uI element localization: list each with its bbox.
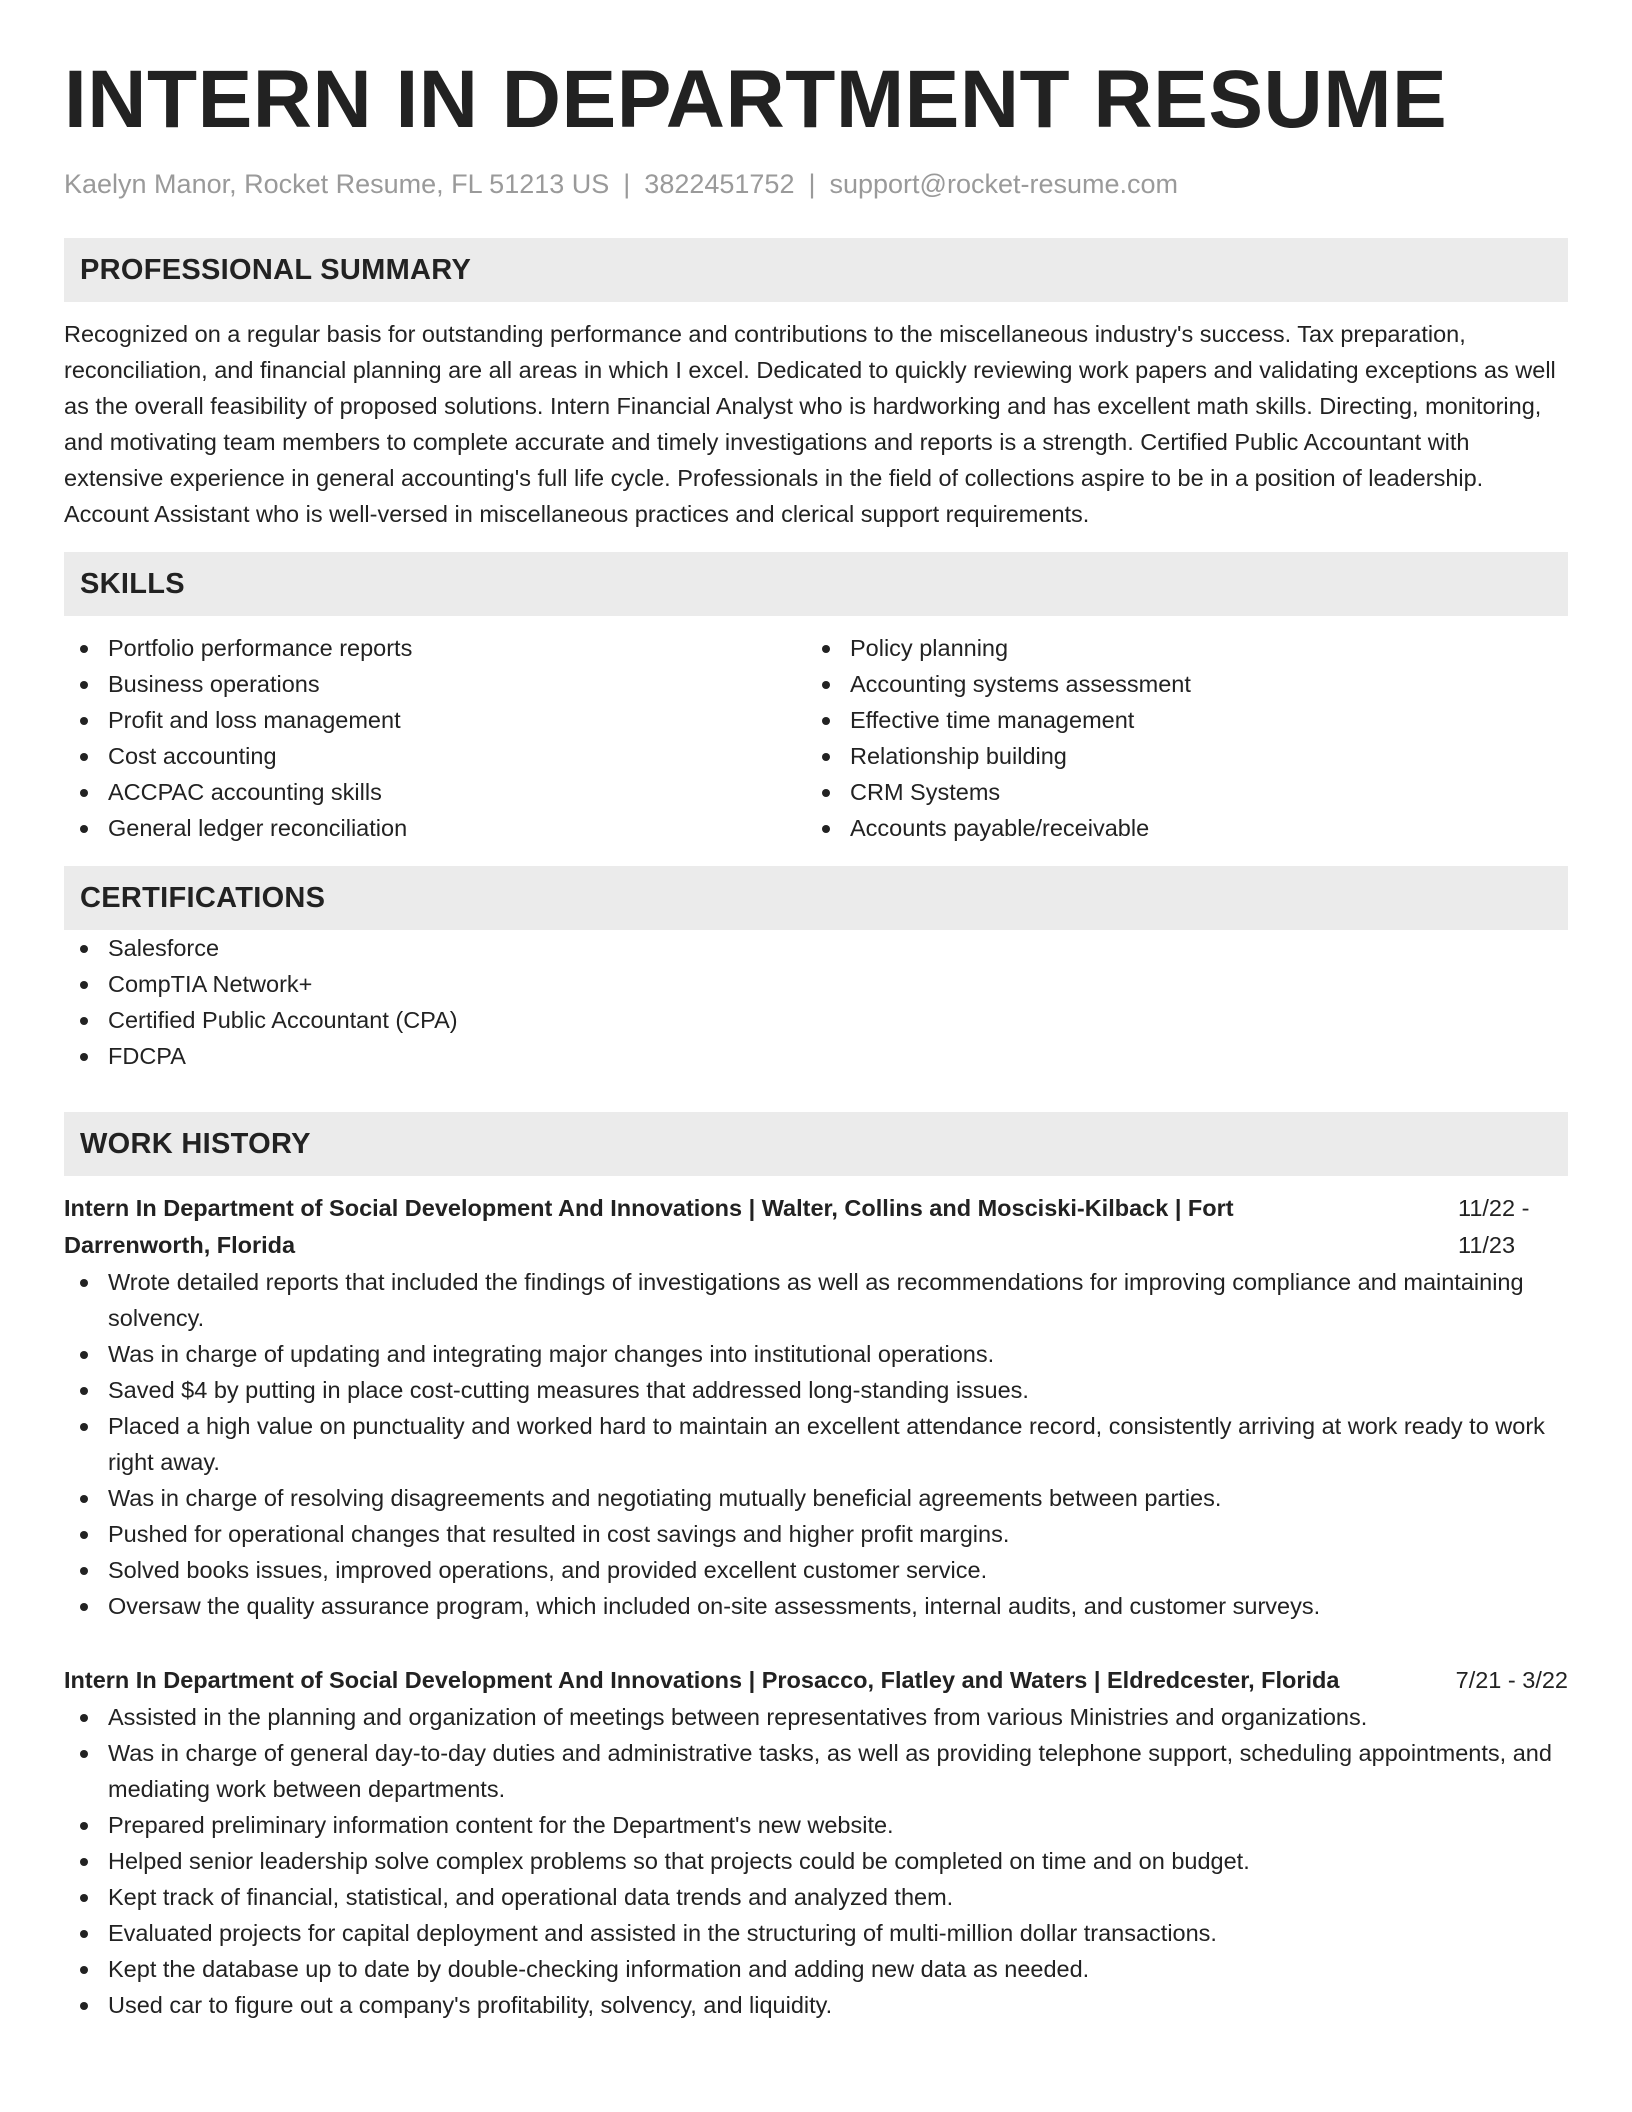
job-title: Intern In Department of Social Development And Innovations | Prosacco, Flatley and Waters | Eldredcester, Florida <box>64 1667 1340 1693</box>
section-header-skills: SKILLS <box>64 552 1568 616</box>
job-entry <box>64 1662 1568 2023</box>
job-duty-item: Solved books issues, improved operations, and provided excellent customer service. <box>64 1552 1568 1588</box>
skill-item: CRM Systems <box>806 774 1548 810</box>
certification-item: Salesforce <box>64 930 1568 966</box>
job-entry <box>64 1190 1568 1624</box>
job-heading <box>64 1662 1568 1699</box>
job-heading <box>64 1190 1568 1264</box>
skill-item: Accounts payable/receivable <box>806 810 1548 846</box>
skill-item: Relationship building <box>806 738 1548 774</box>
skill-item: Business operations <box>64 666 806 702</box>
skills-column-left <box>64 630 806 846</box>
job-duty-item: Was in charge of resolving disagreements and negotiating mutually beneficial agreements between parties. <box>64 1480 1568 1516</box>
skill-item: Cost accounting <box>64 738 806 774</box>
job-title: Intern In Department of Social Development And Innovations | Walter, Collins and Mosciski-Kilback | Fort Darrenworth, Florida <box>64 1195 1234 1258</box>
summary-text: Recognized on a regular basis for outstanding performance and contributions to the miscellaneous industry's success. Tax preparation, reconciliation, and financial planning are all areas in which I excel. Dedicated to quickly reviewing work papers and validating exceptions as well as the overall feasibility of proposed solutions. Intern Financial Analyst who is hardworking and has excellent math skills. Directing, monitoring, and motivating team members to complete accurate and timely investigations and reports is a strength. Certified Public Accountant with extensive experience in general accounting's full life cycle. Professionals in the field of collections aspire to be in a position of leadership. Account Assistant who is well-versed in miscellaneous practices and clerical support requirements. <box>64 321 1556 527</box>
contact-email: support@rocket-resume.com <box>829 169 1179 199</box>
skill-item: Accounting systems assessment <box>806 666 1548 702</box>
skill-item: Effective time management <box>806 702 1548 738</box>
skills-column-right <box>806 630 1548 846</box>
job-duties-list <box>64 1699 1568 2023</box>
job-duty-item: Pushed for operational changes that resulted in cost savings and higher profit margins. <box>64 1516 1568 1552</box>
job-duty-item: Wrote detailed reports that included the findings of investigations as well as recommendations for improving compliance and maintaining solvency. <box>64 1264 1568 1336</box>
contact-separator: | <box>623 169 631 199</box>
job-duty-item: Oversaw the quality assurance program, which included on-site assessments, internal audits, and customer surveys. <box>64 1588 1568 1624</box>
contact-separator: | <box>808 169 816 199</box>
section-header-work-history: WORK HISTORY <box>64 1112 1568 1176</box>
job-duty-item: Helped senior leadership solve complex problems so that projects could be completed on time and on budget. <box>64 1843 1568 1879</box>
skill-item: Portfolio performance reports <box>64 630 806 666</box>
skill-item: General ledger reconciliation <box>64 810 806 846</box>
job-duty-item: Evaluated projects for capital deployment and assisted in the structuring of multi-million dollar transactions. <box>64 1915 1568 1951</box>
skills-list <box>64 630 1568 846</box>
section-header-professional-summary: PROFESSIONAL SUMMARY <box>64 238 1568 302</box>
contact-line <box>64 166 1568 202</box>
job-duty-item: Prepared preliminary information content for the Department's new website. <box>64 1807 1568 1843</box>
contact-phone: 3822451752 <box>644 169 795 199</box>
contact-address: Kaelyn Manor, Rocket Resume, FL 51213 US <box>64 169 610 199</box>
job-dates: 11/22 - 11/23 <box>1458 1195 1530 1258</box>
certification-item: Certified Public Accountant (CPA) <box>64 1002 1568 1038</box>
certification-item: FDCPA <box>64 1038 1568 1074</box>
job-duty-item: Kept the database up to date by double-checking information and adding new data as needed. <box>64 1951 1568 1987</box>
certifications-list <box>64 930 1568 1074</box>
job-duty-item: Was in charge of general day-to-day duties and administrative tasks, as well as providing telephone support, scheduling appointments, and mediating work between departments. <box>64 1735 1568 1807</box>
job-duty-item: Kept track of financial, statistical, and operational data trends and analyzed them. <box>64 1879 1568 1915</box>
certification-item: CompTIA Network+ <box>64 966 1568 1002</box>
job-duty-item: Saved $4 by putting in place cost-cutting measures that addressed long-standing issues. <box>64 1372 1568 1408</box>
job-dates: 7/21 - 3/22 <box>1455 1667 1568 1693</box>
job-duty-item: Was in charge of updating and integrating major changes into institutional operations. <box>64 1336 1568 1372</box>
resume-page <box>64 52 1568 2023</box>
skill-item: ACCPAC accounting skills <box>64 774 806 810</box>
job-duty-item: Used car to figure out a company's profitability, solvency, and liquidity. <box>64 1987 1568 2023</box>
skill-item: Policy planning <box>806 630 1548 666</box>
job-duty-item: Assisted in the planning and organization of meetings between representatives from various Ministries and organizations. <box>64 1699 1568 1735</box>
section-header-certifications: CERTIFICATIONS <box>64 866 1568 930</box>
skill-item: Profit and loss management <box>64 702 806 738</box>
job-duty-item: Placed a high value on punctuality and worked hard to maintain an excellent attendance record, consistently arriving at work ready to work right away. <box>64 1408 1568 1480</box>
job-duties-list <box>64 1264 1568 1624</box>
resume-title: INTERN IN DEPARTMENT RESUME <box>64 54 1448 145</box>
